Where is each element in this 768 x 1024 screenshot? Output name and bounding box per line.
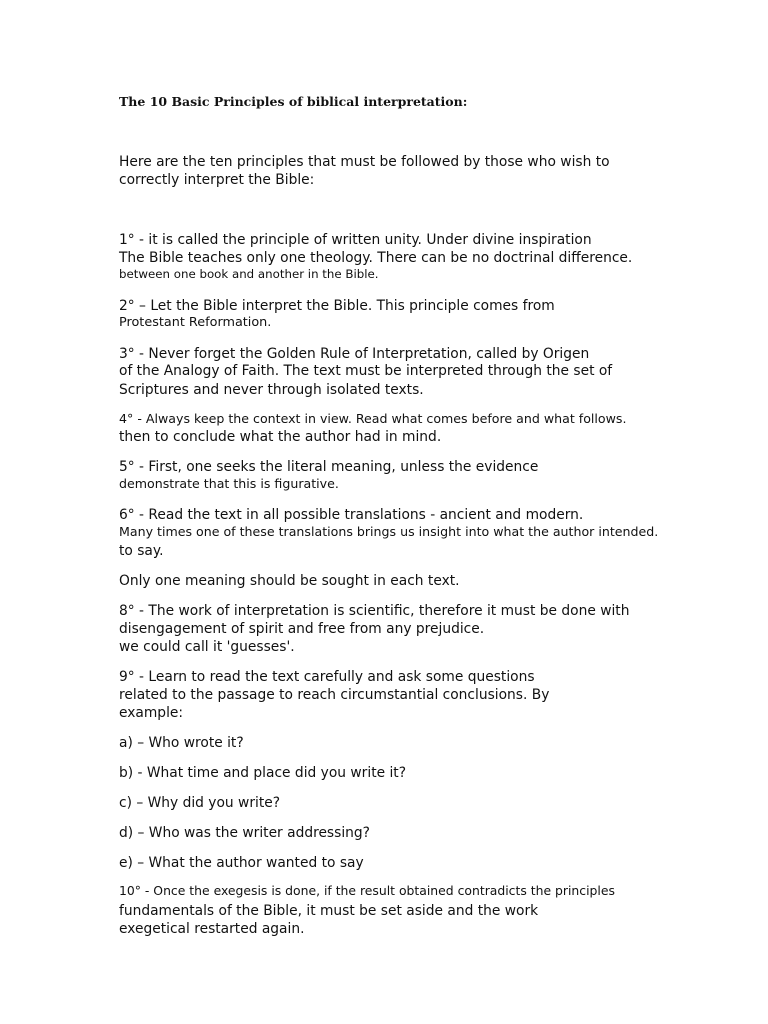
question-b: b) - What time and place did you write it? (119, 765, 407, 781)
principle-9-line-2: related to the passage to reach circumstantial conclusions. By (119, 687, 550, 703)
principle-3-line-3: Scriptures and never through isolated texts. (119, 382, 424, 398)
principle-10-line-1: 10° - Once the exegesis is done, if the result obtained contradicts the principles (119, 883, 615, 898)
principle-1-line-3: between one book and another in the Bible. (119, 267, 379, 281)
principle-4-line-2: then to conclude what the author had in mind. (119, 429, 442, 445)
principle-6-line-3: to say. (119, 543, 164, 559)
principle-2-line-1: 2° – Let the Bible interpret the Bible. This principle comes from (119, 298, 555, 314)
principle-7-line-1: Only one meaning should be sought in each text. (119, 573, 460, 589)
question-a: a) – Who wrote it? (119, 735, 244, 751)
question-e: e) – What the author wanted to say (119, 855, 364, 871)
intro-line-1: Here are the ten principles that must be followed by those who wish to (119, 154, 610, 170)
principle-5-line-1: 5° - First, one seeks the literal meaning, unless the evidence (119, 459, 539, 475)
principle-8-line-2: disengagement of spirit and free from any prejudice. (119, 621, 485, 637)
principle-6-line-1: 6° - Read the text in all possible translations - ancient and modern. (119, 507, 584, 523)
principle-5-line-2: demonstrate that this is figurative. (119, 476, 339, 491)
principle-9-line-3: example: (119, 705, 184, 721)
principle-3-line-1: 3° - Never forget the Golden Rule of Interpretation, called by Origen (119, 346, 590, 362)
principle-8-line-1: 8° - The work of interpretation is scientific, therefore it must be done with (119, 603, 630, 619)
principle-9-line-1: 9° - Learn to read the text carefully and ask some questions (119, 669, 535, 685)
principle-8-line-3: we could call it 'guesses'. (119, 639, 295, 655)
principle-1-line-2: The Bible teaches only one theology. There can be no doctrinal difference. (119, 250, 633, 266)
document-title: The 10 Basic Principles of biblical interpretation: (119, 94, 468, 109)
principle-6-line-2: Many times one of these translations brings us insight into what the author intended. (119, 524, 659, 539)
question-c: c) – Why did you write? (119, 795, 281, 811)
principle-10-line-3: exegetical restarted again. (119, 921, 305, 937)
principle-1-line-1: 1° - it is called the principle of written unity. Under divine inspiration (119, 232, 592, 248)
question-d: d) – Who was the writer addressing? (119, 825, 370, 841)
intro-line-2: correctly interpret the Bible: (119, 172, 315, 188)
principle-3-line-2: of the Analogy of Faith. The text must be interpreted through the set of (119, 363, 613, 379)
principle-10-line-2: fundamentals of the Bible, it must be set aside and the work (119, 903, 539, 919)
principle-4-line-1: 4° - Always keep the context in view. Read what comes before and what follows. (119, 411, 627, 426)
principle-2-line-2: Protestant Reformation. (119, 315, 272, 330)
